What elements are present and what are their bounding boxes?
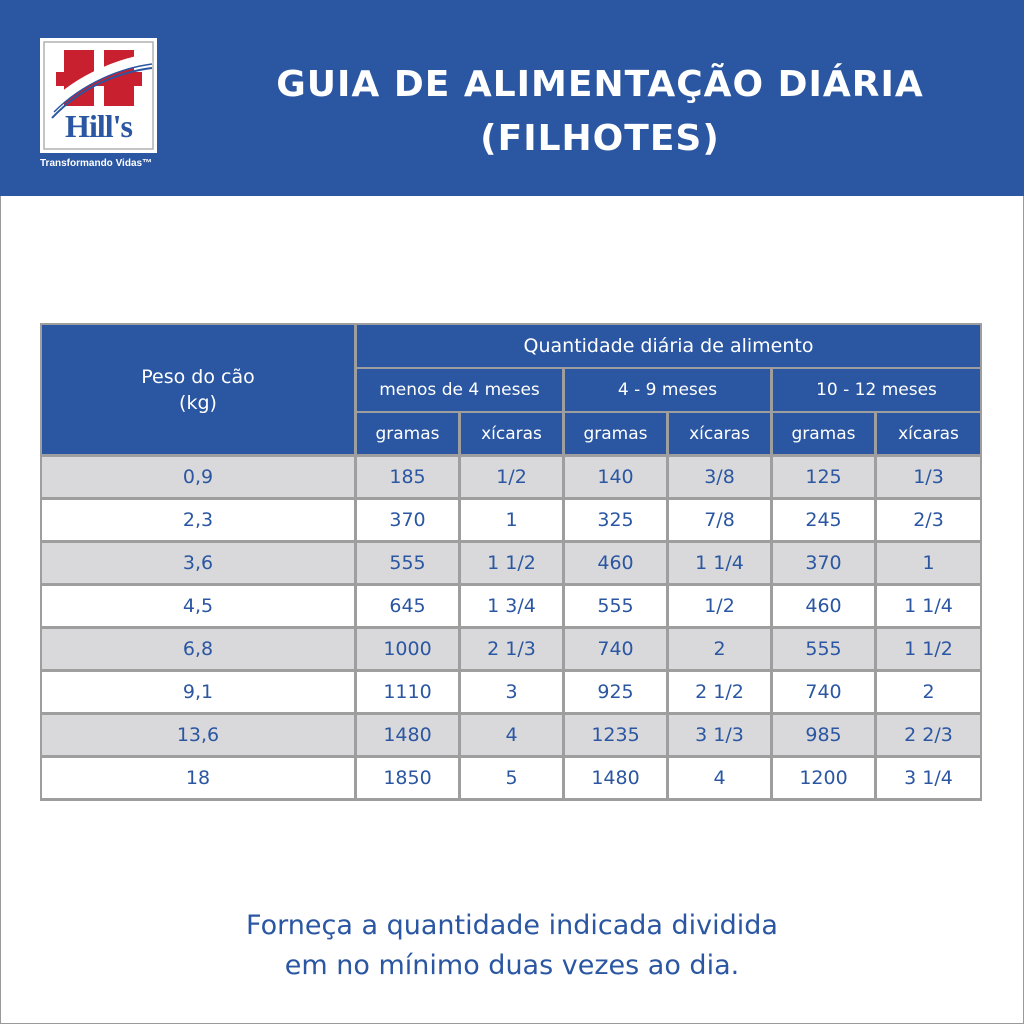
table-cell-grams-1: 1480	[357, 715, 458, 755]
page-title-line-1: GUIA DE ALIMENTAÇÃO DIÁRIA	[276, 64, 924, 105]
page-title-line-2: (FILHOTES)	[480, 118, 720, 159]
table-cell-weight: 2,3	[42, 500, 354, 540]
table-cell-weight: 4,5	[42, 586, 354, 626]
age-group-header-2: 4 - 9 meses	[565, 369, 770, 411]
table-cell-cups-1: 5	[461, 758, 562, 798]
table-cell-cups-2: 1 1/4	[669, 543, 770, 583]
unit-header-cups-3: xícaras	[877, 413, 980, 454]
weight-header	[42, 325, 354, 454]
table-cell-cups-3: 1	[877, 543, 980, 583]
page-title	[200, 58, 1000, 166]
unit-header-cups-1: xícaras	[461, 413, 562, 454]
table-cell-cups-3: 1/3	[877, 457, 980, 497]
logo-wordmark: Hill's	[65, 108, 132, 144]
table-cell-cups-1: 2 1/3	[461, 629, 562, 669]
table-cell-grams-2: 740	[565, 629, 666, 669]
table-cell-cups-2: 4	[669, 758, 770, 798]
hills-logo	[40, 38, 157, 153]
table-cell-grams-1: 185	[357, 457, 458, 497]
feeding-note	[112, 906, 912, 986]
logo-tagline: Transformando Vidas™	[40, 158, 153, 169]
feeding-note-line-1: Forneça a quantidade indicada dividida	[246, 910, 778, 941]
table-cell-grams-3: 555	[773, 629, 874, 669]
table-cell-grams-3: 460	[773, 586, 874, 626]
table-cell-weight: 6,8	[42, 629, 354, 669]
table-cell-grams-3: 1200	[773, 758, 874, 798]
table-cell-cups-1: 1/2	[461, 457, 562, 497]
age-group-header-1: menos de 4 meses	[357, 369, 562, 411]
table-cell-cups-3: 3 1/4	[877, 758, 980, 798]
table-cell-weight: 3,6	[42, 543, 354, 583]
table-cell-cups-1: 4	[461, 715, 562, 755]
feeding-note-line-2: em no mínimo duas vezes ao dia.	[284, 950, 740, 981]
table-cell-grams-2: 555	[565, 586, 666, 626]
table-cell-weight: 18	[42, 758, 354, 798]
table-cell-weight: 0,9	[42, 457, 354, 497]
table-cell-grams-3: 740	[773, 672, 874, 712]
table-cell-cups-1: 3	[461, 672, 562, 712]
table-cell-cups-2: 2 1/2	[669, 672, 770, 712]
table-cell-weight: 9,1	[42, 672, 354, 712]
table-cell-grams-1: 370	[357, 500, 458, 540]
table-cell-cups-1: 1 3/4	[461, 586, 562, 626]
table-cell-cups-2: 7/8	[669, 500, 770, 540]
table-cell-grams-2: 925	[565, 672, 666, 712]
unit-header-cups-2: xícaras	[669, 413, 770, 454]
weight-header-line-2: (kg)	[179, 391, 217, 414]
age-group-header-3: 10 - 12 meses	[773, 369, 980, 411]
table-cell-grams-1: 555	[357, 543, 458, 583]
table-cell-cups-1: 1 1/2	[461, 543, 562, 583]
table-cell-grams-2: 460	[565, 543, 666, 583]
unit-header-grams-3: gramas	[773, 413, 874, 454]
table-cell-cups-3: 1 1/2	[877, 629, 980, 669]
table-cell-grams-3: 985	[773, 715, 874, 755]
table-cell-cups-2: 3 1/3	[669, 715, 770, 755]
table-cell-cups-3: 1 1/4	[877, 586, 980, 626]
table-cell-grams-1: 645	[357, 586, 458, 626]
table-cell-grams-2: 1480	[565, 758, 666, 798]
table-cell-cups-3: 2	[877, 672, 980, 712]
table-cell-cups-2: 3/8	[669, 457, 770, 497]
table-cell-grams-2: 1235	[565, 715, 666, 755]
table-cell-grams-1: 1850	[357, 758, 458, 798]
table-cell-cups-1: 1	[461, 500, 562, 540]
table-cell-cups-3: 2/3	[877, 500, 980, 540]
header-banner	[0, 0, 1024, 196]
unit-header-grams-2: gramas	[565, 413, 666, 454]
table-cell-cups-3: 2 2/3	[877, 715, 980, 755]
table-cell-grams-3: 245	[773, 500, 874, 540]
daily-quantity-header: Quantidade diária de alimento	[357, 325, 980, 367]
table-cell-grams-2: 325	[565, 500, 666, 540]
table-cell-cups-2: 1/2	[669, 586, 770, 626]
table-cell-cups-2: 2	[669, 629, 770, 669]
table-cell-grams-3: 370	[773, 543, 874, 583]
weight-header-line-1: Peso do cão	[141, 365, 255, 388]
table-cell-grams-1: 1000	[357, 629, 458, 669]
table-cell-grams-1: 1110	[357, 672, 458, 712]
unit-header-grams-1: gramas	[357, 413, 458, 454]
table-cell-weight: 13,6	[42, 715, 354, 755]
table-cell-grams-3: 125	[773, 457, 874, 497]
table-cell-grams-2: 140	[565, 457, 666, 497]
feeding-table	[40, 323, 982, 801]
